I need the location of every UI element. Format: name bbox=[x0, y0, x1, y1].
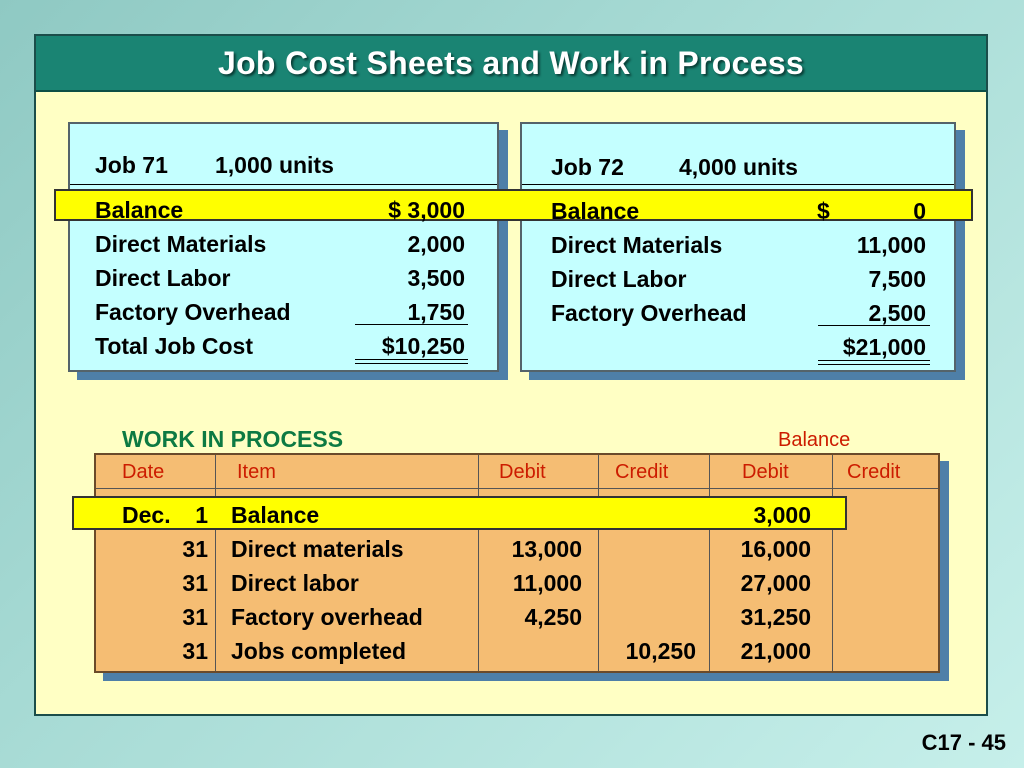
job71-balance-label: Balance bbox=[95, 197, 184, 223]
job72-overhead-label: Factory Overhead bbox=[551, 300, 747, 326]
job71-balance-amount: $ 3,000 bbox=[388, 197, 465, 223]
wip-header-rule bbox=[96, 488, 938, 489]
job71-materials-label: Direct Materials bbox=[95, 231, 267, 257]
job72-subtotal-rule bbox=[818, 325, 930, 326]
job71-materials-amount: 2,000 bbox=[407, 231, 465, 257]
wip-ledger bbox=[94, 453, 940, 673]
wip-col-balance-credit: Credit bbox=[847, 461, 901, 483]
job71-overhead-amount: 1,750 bbox=[407, 299, 465, 325]
wip-col-debit: Debit bbox=[499, 461, 546, 483]
wip-row-balance-debit: 27,000 bbox=[740, 570, 811, 596]
wip-row-balance-debit: 3,000 bbox=[753, 502, 811, 528]
job72-units: 4,000 units bbox=[679, 154, 798, 180]
job72-labor-amount: 7,500 bbox=[868, 266, 926, 292]
job71-labor-label: Direct Labor bbox=[95, 265, 231, 291]
job71-overhead-label: Factory Overhead bbox=[95, 299, 291, 325]
wip-row-item: Balance bbox=[231, 502, 320, 528]
wip-row-day: 31 bbox=[182, 536, 208, 562]
job71-total-label: Total Job Cost bbox=[95, 333, 254, 359]
job-balance-highlight bbox=[54, 189, 973, 224]
wip-row-debit: 4,250 bbox=[524, 604, 582, 630]
job72-labor-label: Direct Labor bbox=[551, 266, 687, 292]
wip-row-item: Factory overhead bbox=[231, 604, 423, 630]
wip-col-item: Item bbox=[237, 461, 276, 483]
page-number: C17 - 45 bbox=[921, 730, 1006, 755]
wip-row-day: 31 bbox=[182, 604, 208, 630]
wip-row-item: Jobs completed bbox=[231, 638, 407, 664]
job72-balance-label: Balance bbox=[551, 198, 640, 224]
wip-row-credit: 10,250 bbox=[625, 638, 696, 664]
job72-materials-label: Direct Materials bbox=[551, 232, 723, 258]
wip-row-item: Direct labor bbox=[231, 570, 359, 596]
job72-materials-amount: 11,000 bbox=[856, 232, 926, 258]
job71-subtotal-rule bbox=[355, 324, 468, 325]
wip-row-balance-debit: 16,000 bbox=[740, 536, 811, 562]
wip-row-debit: 11,000 bbox=[512, 570, 582, 596]
wip-row-day: 31 bbox=[182, 570, 208, 596]
wip-balance-header: Balance bbox=[778, 429, 851, 451]
job72-overhead-amount: 2,500 bbox=[868, 300, 926, 326]
job72-balance-currency: $ bbox=[817, 198, 830, 224]
wip-row-balance-debit: 21,000 bbox=[740, 638, 811, 664]
job72-balance-amount: 0 bbox=[913, 198, 926, 224]
job72-header-rule bbox=[522, 184, 954, 185]
wip-col-credit: Credit bbox=[615, 461, 669, 483]
title-bar bbox=[36, 36, 986, 92]
wip-row-month: Dec. bbox=[122, 502, 171, 528]
job72-total-amount: $21,000 bbox=[842, 334, 926, 360]
slide-title: Job Cost Sheets and Work in Process bbox=[217, 44, 805, 81]
wip-account-label: WORK IN PROCESS bbox=[122, 426, 344, 452]
job71-units: 1,000 units bbox=[215, 152, 334, 178]
wip-col-balance-debit: Debit bbox=[742, 461, 789, 483]
wip-row-day: 31 bbox=[182, 638, 208, 664]
job71-total-double-rule bbox=[355, 359, 468, 364]
wip-row-debit: 13,000 bbox=[511, 536, 582, 562]
wip-col-date: Date bbox=[122, 461, 165, 483]
job71-header-rule bbox=[70, 184, 497, 185]
wip-row-balance-debit: 31,250 bbox=[740, 604, 811, 630]
wip-row-item: Direct materials bbox=[231, 536, 404, 562]
job72-total-double-rule bbox=[818, 360, 930, 365]
wip-row-day: 1 bbox=[195, 502, 208, 528]
job72-title: Job 72 bbox=[551, 154, 624, 180]
job71-labor-amount: 3,500 bbox=[407, 265, 465, 291]
job71-title: Job 71 bbox=[95, 152, 168, 178]
job71-total-amount: $10,250 bbox=[381, 333, 465, 359]
